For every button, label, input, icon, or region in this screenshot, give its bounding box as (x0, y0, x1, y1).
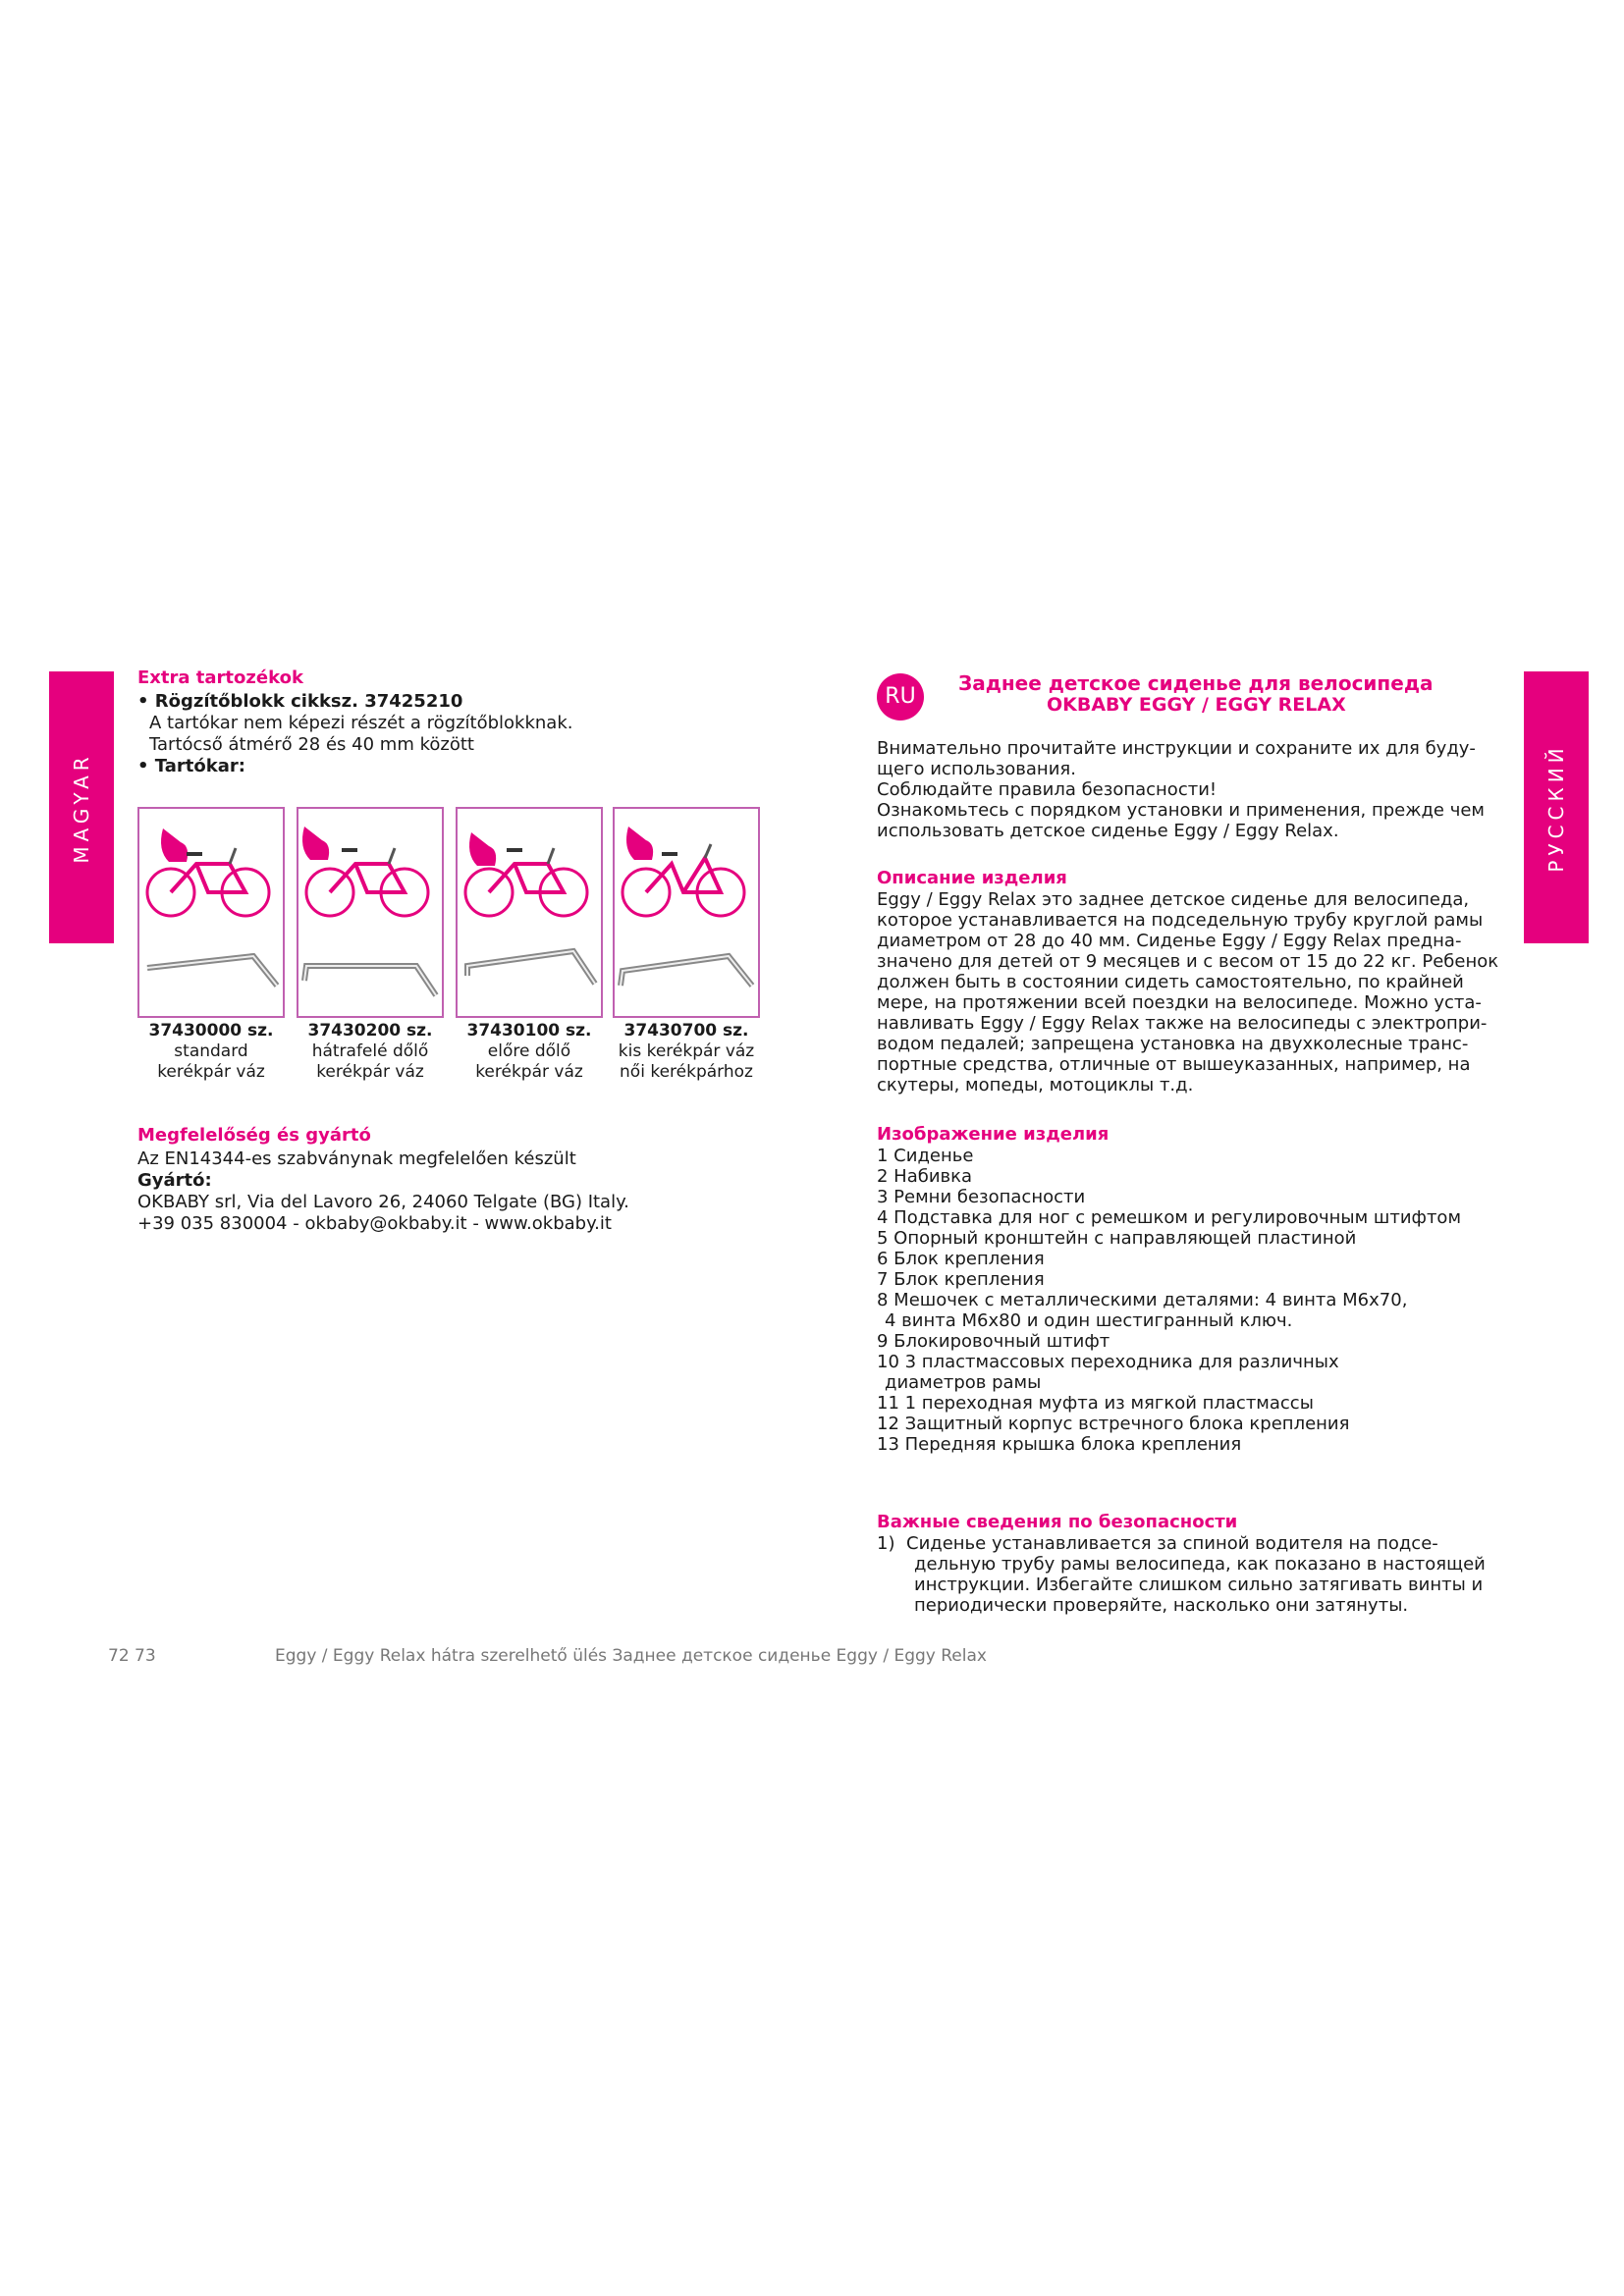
product-desc-line1: standard (174, 1041, 248, 1061)
intro-line: Ознакомьтесь с порядком установки и применения, прежде чем (877, 800, 1485, 821)
manufacturer-contact: +39 035 830004 - okbaby@okbaby.it - www.okbaby.it (137, 1213, 612, 1234)
list-item: 2 Набивка (877, 1166, 973, 1187)
bullet-locking-block-note1: A tartókar nem képezi részét a rögzítőblokknak. (149, 713, 573, 733)
bullet-locking-block: • Rögzítőblokk cikksz. 37425210 (137, 691, 463, 712)
description-block (877, 889, 1498, 1095)
description-line: скутеры, мопеды, мотоциклы т.д. (877, 1075, 1194, 1095)
bicycle-illustration (465, 832, 587, 916)
bullet-locking-block-note2: Tartócső átmérő 28 és 40 mm között (149, 734, 474, 755)
product-image-standard (137, 807, 285, 1018)
product-desc-line2: kerékpár váz (316, 1062, 424, 1082)
product-desc-line2: kerékpár váz (475, 1062, 583, 1082)
bicycle-illustration (623, 827, 744, 916)
product-caption (608, 1021, 765, 1083)
product-desc-line1: előre dőlő (487, 1041, 571, 1061)
intro-line: щего использования. (877, 759, 1076, 779)
list-item: 12 Защитный корпус встречного блока крепления (877, 1414, 1350, 1434)
side-tab-label: MAGYAR (70, 751, 93, 864)
conformity-text: Az EN14344-es szabványnak megfelelően készült (137, 1148, 576, 1169)
safety-number: 1) (877, 1533, 895, 1554)
intro-block (877, 738, 1485, 841)
side-tab-label: РУССКИЙ (1544, 742, 1568, 873)
page-numbers: 72 73 (108, 1646, 156, 1666)
side-tab-magyar (49, 671, 114, 943)
product-caption (451, 1021, 608, 1083)
list-item: 9 Блокировочный штифт (877, 1331, 1110, 1352)
safety-line: Сиденье устанавливается за спиной водителя на подсе- (906, 1533, 1438, 1554)
description-line: Eggy / Eggy Relax это заднее детское сиденье для велосипеда, (877, 889, 1470, 910)
list-item: 1 Сиденье (877, 1146, 974, 1166)
manufacturer-label: Gyártó: (137, 1170, 212, 1191)
product-code: 37430000 sz. (148, 1021, 274, 1041)
description-heading: Описание изделия (877, 868, 1067, 888)
list-item: 13 Передняя крышка блока крепления (877, 1434, 1242, 1455)
list-item: 5 Опорный кронштейн с направляющей пластиной (877, 1228, 1357, 1249)
product-code: 37430700 sz. (623, 1021, 749, 1041)
list-item: 7 Блок крепления (877, 1269, 1045, 1290)
list-item: 10 3 пластмассовых переходника для различных (877, 1352, 1339, 1372)
safety-line: инструкции. Избегайте слишком сильно затягивать винты и (914, 1575, 1484, 1595)
intro-line: использовать детское сиденье Eggy / Eggy Relax. (877, 821, 1339, 841)
page-subtitle: OKBABY EGGY / EGGY RELAX (1047, 694, 1346, 716)
side-tab-russian (1524, 671, 1589, 943)
description-line: водом педалей; запрещена установка на двухколесные транс- (877, 1034, 1469, 1054)
extra-accessories-heading: Extra tartozékok (137, 667, 303, 688)
bicycle-illustration (147, 828, 269, 916)
product-desc-line1: kis kerékpár váz (618, 1041, 755, 1061)
product-desc-line2: kerékpár váz (157, 1062, 265, 1082)
product-image-ladies-bike (613, 807, 760, 1018)
description-line: которое устанавливается на подседельную трубу круглой рамы (877, 910, 1484, 931)
footer-title: Eggy / Eggy Relax hátra szerelhető ülés Заднее детское сиденье Eggy / Eggy Relax (275, 1646, 987, 1666)
safety-block (906, 1533, 1486, 1616)
description-line: значено для детей от 9 месяцев и с весом от 15 до 22 кг. Ребенок (877, 951, 1499, 972)
product-code: 37430200 sz. (307, 1021, 433, 1041)
intro-line: Соблюдайте правила безопасности! (877, 779, 1218, 800)
description-line: должен быть в состоянии сидеть самостоятельно, по крайней (877, 972, 1464, 992)
intro-line: Внимательно прочитайте инструкции и сохраните их для буду- (877, 738, 1476, 759)
conformity-heading: Megfelelőség és gyártó (137, 1125, 371, 1146)
product-code: 37430100 sz. (466, 1021, 592, 1041)
description-line: портные средства, отличные от вышеуказанных, например, на (877, 1054, 1471, 1075)
product-desc-line1: hátrafelé dőlő (311, 1041, 429, 1061)
product-desc-line2: női kerékpárhoz (620, 1062, 753, 1082)
safety-heading: Важные сведения по безопасности (877, 1512, 1238, 1532)
description-line: диаметром от 28 до 40 мм. Сиденье Eggy / Eggy Relax предна- (877, 931, 1462, 951)
list-item: 4 Подставка для ног с ремешком и регулировочным штифтом (877, 1207, 1462, 1228)
bicycle-illustration (302, 827, 428, 916)
list-item: 11 1 переходная муфта из мягкой пластмассы (877, 1393, 1314, 1414)
list-item: 3 Ремни безопасности (877, 1187, 1086, 1207)
safety-line: периодически проверяйте, насколько они затянуты. (914, 1595, 1409, 1616)
product-image-forward-tilted (456, 807, 603, 1018)
product-caption (133, 1021, 290, 1083)
manufacturer-address: OKBABY srl, Via del Lavoro 26, 24060 Telgate (BG) Italy. (137, 1192, 629, 1212)
list-item: 8 Мешочек с металлическими деталями: 4 винта M6x70, (877, 1290, 1408, 1310)
product-image-heading: Изображение изделия (877, 1124, 1110, 1145)
bullet-support-arm: • Tartókar: (137, 756, 245, 776)
product-caption (292, 1021, 449, 1083)
list-item: диаметров рамы (885, 1372, 1042, 1393)
safety-line: дельную трубу рамы велосипеда, как показано в настоящей (914, 1554, 1486, 1575)
product-image-rear-tilted (297, 807, 444, 1018)
description-line: мере, на протяжении всей поездки на велосипеде. Можно уста- (877, 992, 1482, 1013)
list-item: 4 винта M6x80 и один шестигранный ключ. (885, 1310, 1293, 1331)
list-item: 6 Блок крепления (877, 1249, 1045, 1269)
language-badge: RU (877, 673, 924, 721)
description-line: навливать Eggy / Eggy Relax также на велосипеды с электропри- (877, 1013, 1488, 1034)
page-title: Заднее детское сиденье для велосипеда (958, 671, 1434, 695)
parts-list (877, 1146, 1461, 1455)
